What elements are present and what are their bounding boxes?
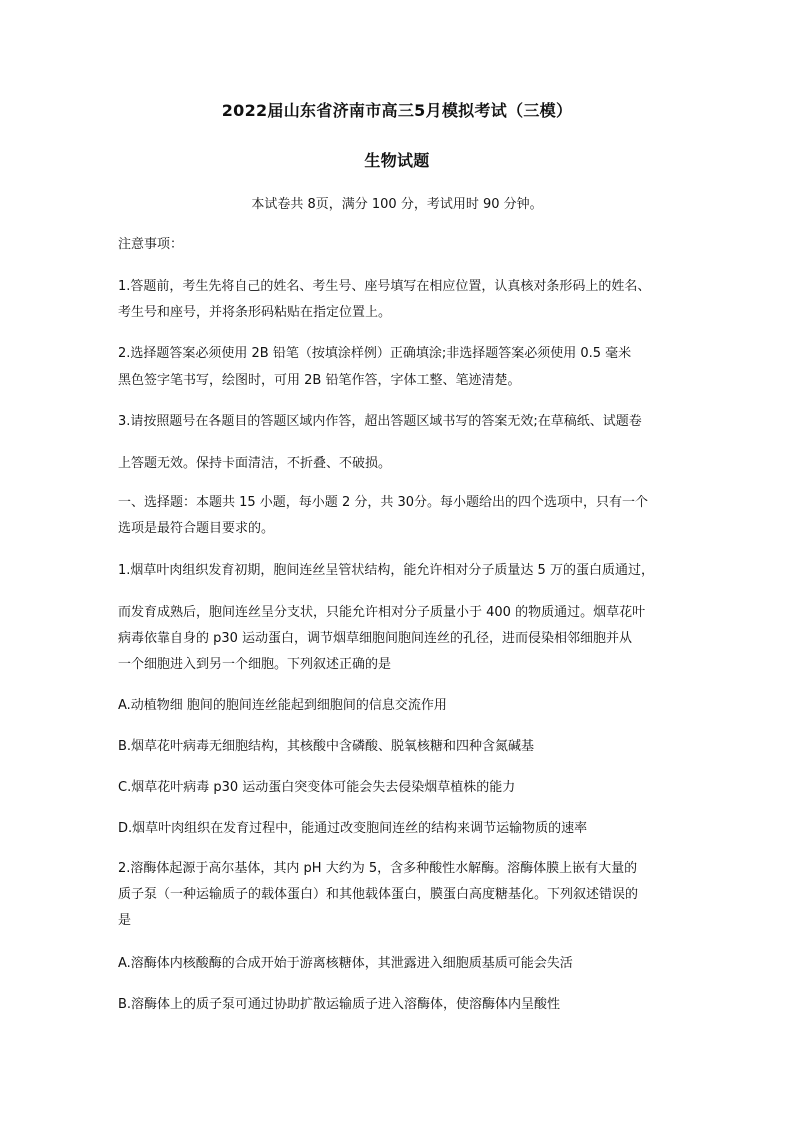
document-title: 2022届山东省济南市高三5月模拟考试（三模）: [221, 101, 573, 120]
notice-3-line-1: 3.请按照题号在各题目的答题区域内作答，超出答题区域书写的答案无效;在草稿纸、试题卷: [118, 414, 642, 429]
question-1-line-2: 而发育成熟后，胞间连丝呈分支状，只能允许相对分子质量小于 400 的物质通过。烟草花叶: [118, 605, 646, 620]
question-2-option-a: A.溶酶体内核酸酶的合成开始于游离核糖体，其泄露进入细胞质基质可能会失活: [118, 956, 573, 971]
question-1-option-b: B.烟草花叶病毒无细胞结构，其核酸中含磷酸、脱氧核糖和四种含氮碱基: [118, 739, 535, 754]
question-2-line-2: 质子泵（一种运输质子的载体蛋白）和其他载体蛋白，膜蛋白高度糖基化。下列叙述错误的: [118, 887, 639, 902]
notice-1-line-2: 考生号和座号，并将条形码粘贴在指定位置上。: [118, 305, 392, 320]
document-subtitle: 生物试题: [364, 151, 430, 170]
notice-1-line-1: 1.答题前，考生先将自己的姓名、考生号、座号填写在相应位置，认真核对条形码上的姓名、: [118, 279, 651, 294]
section-1-line-1: 一、选择题：本题共 15 小题，每小题 2 分，共 30分。每小题给出的四个选项中，只有一个: [118, 495, 649, 510]
exam-info: 本试卷共 8页，满分 100 分，考试用时 90 分钟。: [251, 197, 543, 212]
question-1-option-d: D.烟草叶肉组织在发育过程中，能通过改变胞间连丝的结构来调节运输物质的速率: [118, 821, 588, 836]
question-1-option-c: C.烟草花叶病毒 p30 运动蛋白突变体可能会失去侵染烟草植株的能力: [118, 780, 516, 795]
question-2-line-1: 2.溶酶体起源于高尔基体，其内 pH 大约为 5，含多种酸性水解酶。溶酶体膜上嵌有大量的: [118, 861, 638, 876]
question-1-line-3: 病毒依靠自身的 p30 运动蛋白，调节烟草细胞间胞间连丝的孔径，进而侵染相邻细胞并从: [118, 631, 633, 646]
question-2-option-b: B.溶酶体上的质子泵可通过协助扩散运输质子进入溶酶体，使溶酶体内呈酸性: [118, 997, 561, 1012]
question-1-line-1: 1.烟草叶肉组织发育初期，胞间连丝呈管状结构，能允许相对分子质量达 5 万的蛋白质通过，: [118, 563, 654, 578]
question-1-option-a: A.动植物细 胞间的胞间连丝能起到细胞间的信息交流作用: [118, 698, 447, 713]
section-1-line-2: 选项是最符合题目要求的。: [118, 521, 275, 536]
notice-heading: 注意事项：: [118, 237, 184, 252]
notice-3-line-2: 上答题无效。保持卡面清洁，不折叠、不破损。: [118, 456, 392, 471]
question-1-line-4: 一个细胞进入到另一个细胞。下列叙述正确的是: [118, 657, 392, 672]
notice-2-line-1: 2.选择题答案必须使用 2B 铅笔（按填涂样例）正确填涂;非选择题答案必须使用 0.5 毫米: [118, 346, 632, 361]
notice-2-line-2: 黑色签字笔书写，绘图时，可用 2B 铅笔作答，字体工整、笔迹清楚。: [118, 373, 521, 388]
question-2-line-3: 是: [118, 913, 132, 928]
